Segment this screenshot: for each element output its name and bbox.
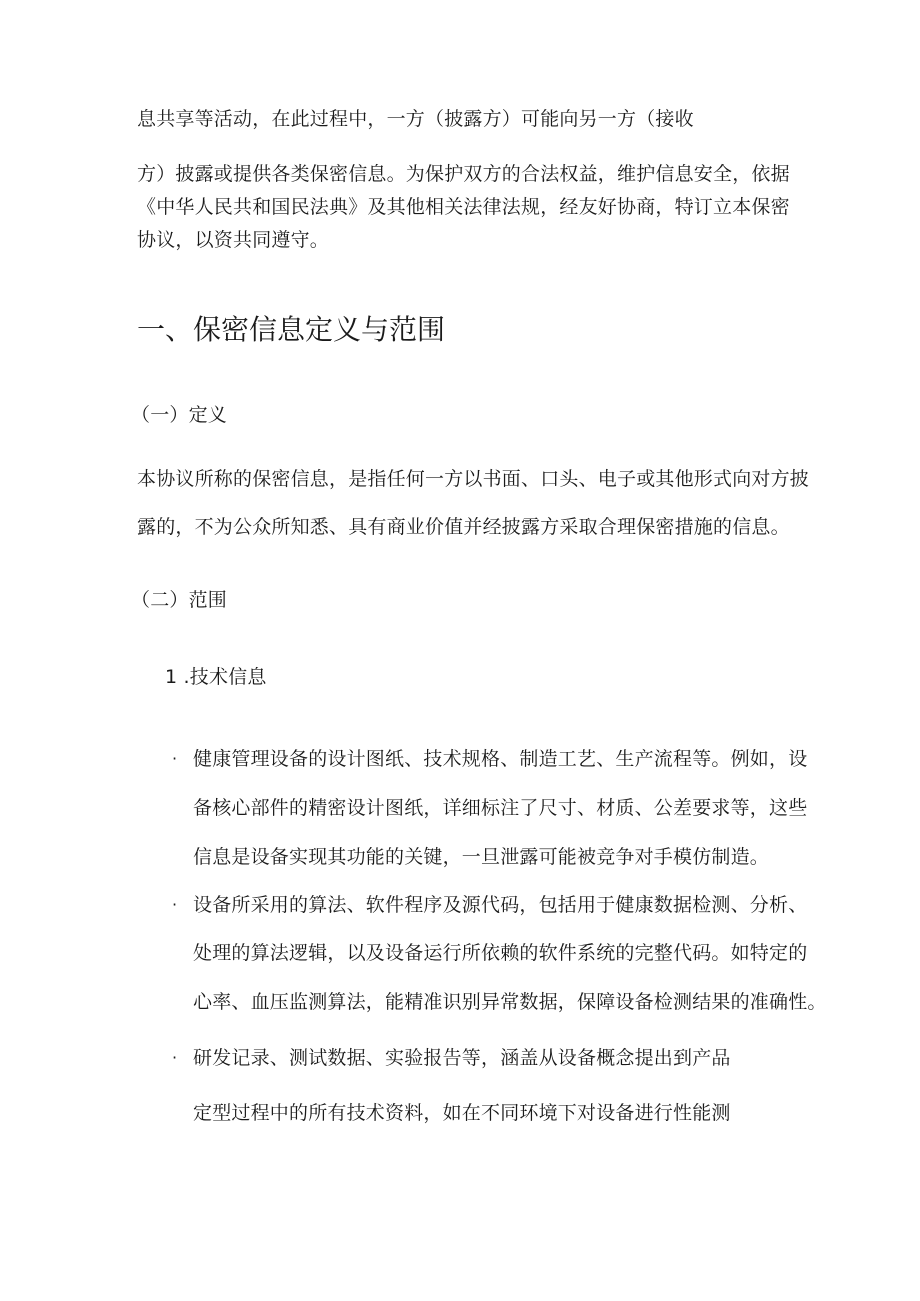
bullet-2-line-3: 心率、血压监测算法，能精准识别异常数据，保障设备检测结果的准确性。	[193, 991, 827, 1013]
section-title: 一、保密信息定义与范围	[137, 313, 446, 346]
bullet-dot: ·	[172, 895, 178, 914]
definition-line-1: 本协议所称的保密信息，是指任何一方以书面、口头、电子或其他形式向对方披	[137, 468, 810, 490]
bullet-dot: ·	[172, 1048, 178, 1067]
bullet-1-line-2: 备核心部件的精密设计图纸，详细标注了尺寸、材质、公差要求等，这些	[193, 797, 808, 819]
intro-line-4: 协议，以资共同遵守。	[137, 229, 330, 251]
definition-heading: （一）定义	[131, 404, 228, 426]
bullet-2-line-2: 处理的算法逻辑，以及设备运行所依赖的软件系统的完整代码。如特定的	[193, 942, 808, 964]
bullet-1-line-1: 健康管理设备的设计图纸、技术规格、制造工艺、生产流程等。例如，设	[193, 748, 808, 770]
bullet-3-line-2: 定型过程中的所有技术资料，如在不同环境下对设备进行性能测	[193, 1102, 731, 1124]
intro-line-1: 息共享等活动，在此过程中，一方（披露方）可能向另一方（接收	[137, 108, 694, 130]
bullet-dot: ·	[172, 749, 178, 768]
scope-heading: （二）范围	[131, 589, 228, 611]
intro-line-3: 《中华人民共和国民法典》及其他相关法律法规，经友好协商，特订立本保密	[137, 196, 790, 218]
bullet-3-line-1: 研发记录、测试数据、实验报告等，涵盖从设备概念提出到产品	[193, 1047, 731, 1069]
technical-info-title: 1 .技术信息	[165, 666, 267, 688]
definition-line-2: 露的，不为公众所知悉、具有商业价值并经披露方采取合理保密措施的信息。	[137, 516, 790, 538]
bullet-2-line-1: 设备所采用的算法、软件程序及源代码，包括用于健康数据检测、分析、	[193, 894, 808, 916]
intro-line-2: 方）披露或提供各类保密信息。为保护双方的合法权益，维护信息安全，依据	[137, 163, 790, 185]
bullet-1-line-3: 信息是设备实现其功能的关键，一旦泄露可能被竞争对手模仿制造。	[193, 846, 770, 868]
